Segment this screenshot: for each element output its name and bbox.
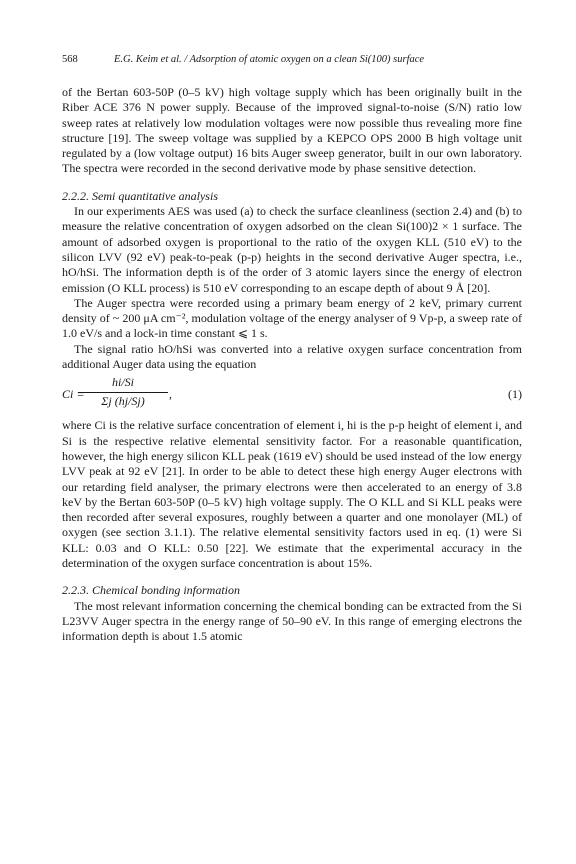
- paragraph-definitions: where Ci is the relative surface concentration of element i, hi is the p-p height of element i, and Si is the respective relative elemental sensitivity factor. For a reasonable quantification, however, the high energy silicon KLL peak (1619 eV) should be used instead of the low energy LVV peak at 92 eV [21]. In order to be able to detect these high energy Auger electrons with our retarding field analyser, the primary electrons were then accelerated to an energy of 3.8 keV by the Bertan 603-50P (0–5 kV) high voltage supply. The O KLL and Si KLL peaks were then recorded after several exposures, roughly between a quarter and one monolayer (ML) of oxygen (see section 3.1.1). The relative elemental sensitivity factors used in eq. (1) were Si KLL: 0.03 and O KLL: 0.50 [22]. We estimate that the experimental accuracy in the determination of the oxygen surface concentration is about 15%.: [62, 418, 522, 571]
- equation-lhs: Ci =: [62, 387, 85, 402]
- equation-fraction: [78, 375, 168, 409]
- equation-numerator: hi/Si: [78, 375, 168, 392]
- equation-1: [62, 375, 522, 415]
- section-heading-2-2-3: 2.2.3. Chemical bonding information: [62, 583, 240, 598]
- running-title: E.G. Keim et al. / Adsorption of atomic oxygen on a clean Si(100) surface: [114, 54, 425, 65]
- equation-denominator: Σj (hj/Sj): [101, 393, 145, 408]
- section-heading-2-2-2: 2.2.2. Semi quantitative analysis: [62, 188, 218, 203]
- equation-label: (1): [508, 387, 522, 402]
- paragraph-continuation: of the Bertan 603-50P (0–5 kV) high voltage supply which has been originally built in the Riber ACE 376 N power supply. Because of the improved signal-to-noise (S/N) ratio low sweep rates at relatively low modulation voltages were now possible thus revealing more fine structure [19]. The sweep voltage was supplied by a KEPCO OPS 2000 B high voltage unit regulated by a (low voltage output) 16 bits Auger sweep generator, built in our own laboratory. The spectra were recorded in the second derivative mode by phase sensitive detection.: [62, 85, 522, 176]
- paragraph-auger-conditions: The Auger spectra were recorded using a primary beam energy of 2 keV, primary current density of ~ 200 μA cm⁻², modulation voltage of the energy analyser of 9 Vp-p, a sweep rate of 1.0 eV/s and a lock-in time constant ⩽ 1 s.: [62, 295, 522, 341]
- page-number: 568: [62, 54, 78, 65]
- paragraph-signal-ratio: The signal ratio hO/hSi was converted into a relative oxygen surface concentration from additional Auger data using the equation: [62, 341, 522, 372]
- paragraph-chemical-bonding: The most relevant information concerning the chemical bonding can be extracted from the Si L23VV Auger spectra in the energy range of 50–90 eV. In this range of emerging electrons the information depth is about 1.5 atomic: [62, 598, 522, 644]
- article-body: [62, 85, 522, 645]
- paragraph-aes-usage: In our experiments AES was used (a) to check the surface cleanliness (section 2.4) and (b) to measure the relative concentration of oxygen adsorbed on the clean Si(100)2 × 1 surface. The amount of adsorbed oxygen is proportional to the ratio of the oxygen KLL (510 eV) to the silicon LVV (92 eV) peak-to-peak (p-p) heights in the second derivative Auger spectra, i.e., hO/hSi. The information depth is of the order of 3 atomic layers since the energy of electron emission (O KLL process) is 510 eV corresponding to an escape depth of about 9 Å [20].: [62, 204, 522, 295]
- equation-comma: ,: [169, 387, 172, 402]
